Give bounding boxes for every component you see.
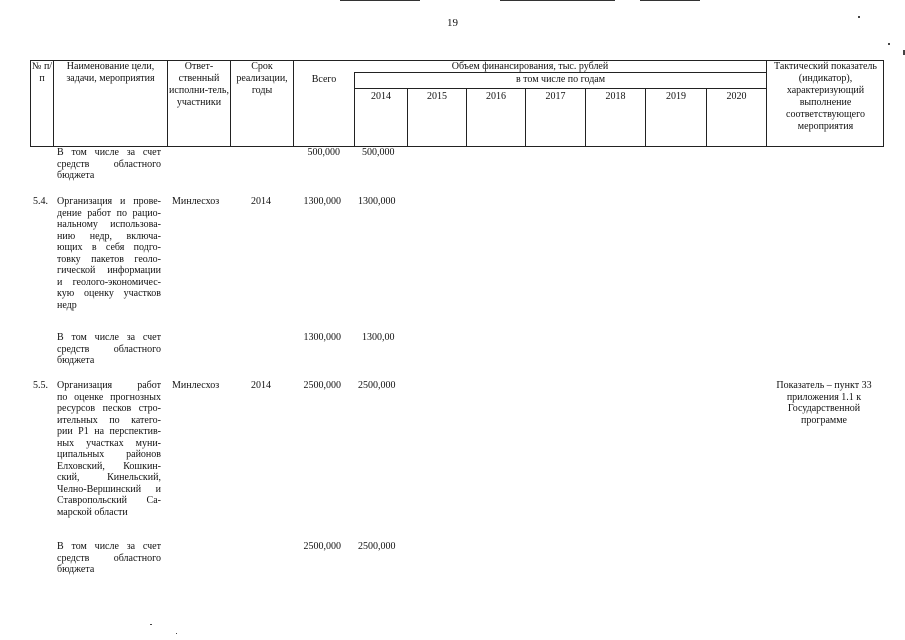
row-number: 5.5.	[33, 380, 48, 391]
scan-speck	[858, 16, 860, 18]
header-year: 2015	[427, 91, 447, 102]
header-year: 2017	[545, 91, 566, 102]
scan-speck	[176, 633, 177, 634]
scan-speck	[150, 624, 152, 625]
row-total: 500,000	[307, 147, 340, 158]
row-y2014: 2500,000	[358, 380, 396, 391]
scan-line	[640, 0, 700, 1]
row-name: В том числе за счет средств областного бюджета	[57, 147, 161, 181]
row-y2014: 2500,000	[358, 541, 396, 552]
row-name: В том числе за счет средств областного бюджета	[57, 541, 161, 575]
header-year: 2016	[486, 91, 506, 102]
header-year: 2019	[666, 91, 686, 102]
header-year: 2020	[726, 91, 747, 102]
scan-line	[500, 0, 615, 1]
row-term: 2014	[251, 380, 271, 391]
row-y2014: 1300,000	[358, 196, 396, 207]
header-total: Всего	[311, 74, 337, 85]
row-y2014: 1300,00	[362, 332, 395, 343]
row-responsible: Минлесхоз	[172, 196, 220, 207]
row-y2014: 500,000	[362, 147, 395, 158]
header-by-years: в том числе по годам	[515, 74, 606, 85]
header-term: Срок реализации, годы	[236, 61, 288, 96]
row-indicator: Показатель – пункт 33 приложения 1.1 к Государственной программе	[776, 380, 872, 426]
row-number: 5.4.	[33, 196, 48, 207]
header-year: 2014	[371, 91, 391, 102]
scan-speck	[888, 43, 890, 45]
row-total: 1300,000	[303, 196, 341, 207]
header-num: № п/п	[31, 61, 53, 84]
header-year: 2018	[605, 91, 626, 102]
header-name: Наименование цели, задачи, мероприятия	[66, 61, 155, 84]
row-name: Организация и прове- дение работ по рацио- нальному использова- нию недр, включа- ющих в себя подго- товку пакетов геоло- гической информации и геолого-экономичес- кую оценку участков недр	[57, 196, 161, 311]
page-number: 19	[447, 17, 458, 29]
scan-line	[340, 0, 420, 1]
row-name: Организация работ по оценке прогнозных ресурсов песков стро- ительных по катего- рии Р1 на перспектив- ных участках муни- ципальных районов Елховский, Кошкин- ский, Кинельский, Челно-Вершинский и Ставропольский Са- марской области	[57, 380, 161, 518]
row-term: 2014	[251, 196, 271, 207]
row-total: 2500,000	[303, 380, 341, 391]
row-name: В том числе за счет средств областного бюджета	[57, 332, 161, 366]
row-responsible: Минлесхоз	[172, 380, 220, 391]
header-responsible: Ответ-ственный исполни-тель, участники	[169, 61, 229, 108]
row-total: 2500,000	[303, 541, 341, 552]
row-total: 1300,000	[303, 332, 341, 343]
header-funding: Объем финансирования, тыс. рублей	[451, 61, 609, 72]
header-indicator: Тактический показатель (индикатор), характеризующий выполнение соответствующего мероприятия	[774, 61, 877, 132]
